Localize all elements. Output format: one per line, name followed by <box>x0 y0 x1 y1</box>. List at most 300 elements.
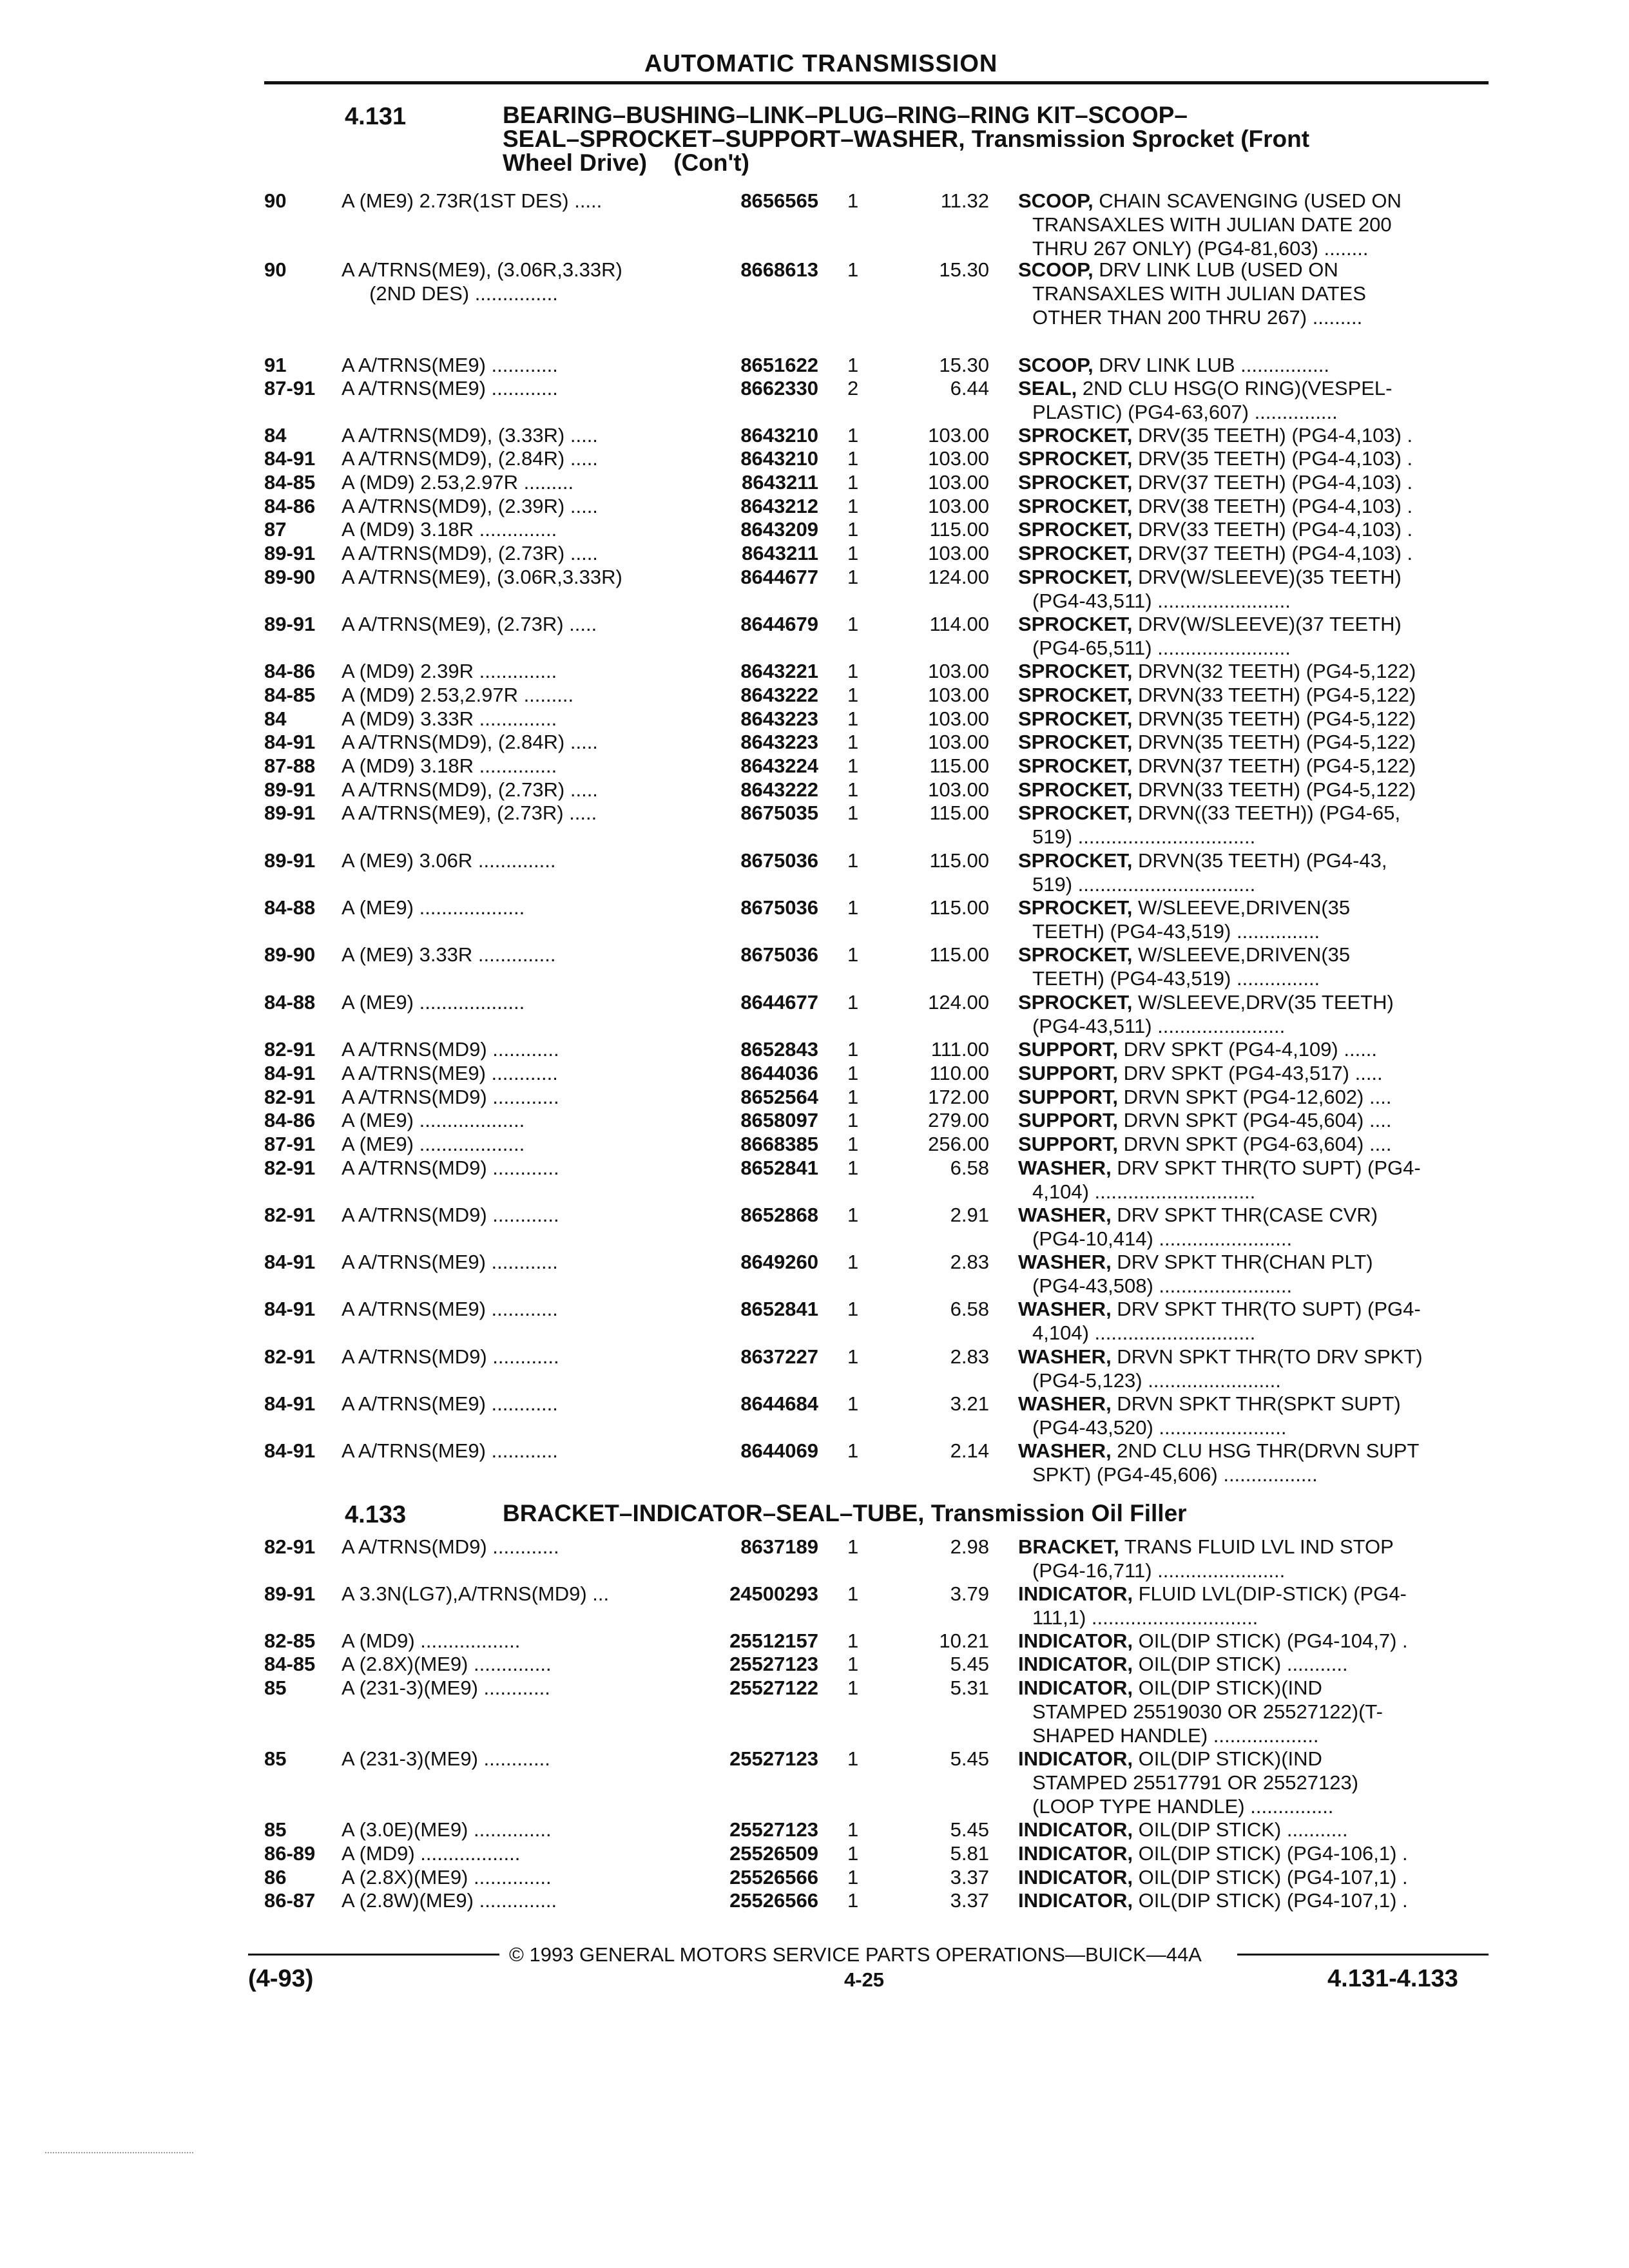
part-number: 8643210 <box>740 424 818 447</box>
quantity: 1 <box>847 613 859 635</box>
section-title-4-133: BRACKET–INDICATOR–SEAL–TUBE, Transmission Oil Filler <box>503 1500 1187 1526</box>
description-line: INDICATOR, OIL(DIP STICK) (PG4-107,1) . <box>1018 1889 1408 1912</box>
description-line: SEAL, 2ND CLU HSG(O RING)(VESPEL- <box>1018 377 1393 399</box>
price: 103.00 <box>928 424 989 447</box>
application: A 3.3N(LG7),A/TRNS(MD9) ... <box>342 1582 610 1605</box>
description-line: WASHER, DRV SPKT THR(TO SUPT) (PG4- <box>1018 1157 1421 1179</box>
footer-rule-right <box>1237 1954 1489 1956</box>
price: 256.00 <box>928 1133 989 1155</box>
application: A (ME9) ................... <box>342 1133 525 1155</box>
description <box>1018 1132 1489 1156</box>
part-number: 8675036 <box>740 849 818 872</box>
description <box>1018 1841 1489 1865</box>
application: A (2.8X)(ME9) .............. <box>342 1866 552 1888</box>
description <box>1018 683 1489 707</box>
model-year: 84-86 <box>264 1109 316 1131</box>
price: 5.45 <box>950 1747 989 1770</box>
model-year: 87-91 <box>264 377 316 399</box>
application: A (MD9) .................. <box>342 1629 521 1652</box>
application: A A/TRNS(ME9) ............ <box>342 1392 558 1415</box>
model-year: 86-89 <box>264 1842 316 1865</box>
quantity: 1 <box>847 1298 859 1320</box>
description <box>1018 376 1489 424</box>
part-number: 25526566 <box>729 1889 818 1912</box>
part-number: 8643209 <box>740 518 818 541</box>
part-number: 8643224 <box>740 754 818 777</box>
price: 6.58 <box>950 1298 989 1320</box>
application: A A/TRNS(ME9), (3.06R,3.33R) <box>342 566 622 588</box>
description <box>1018 189 1489 260</box>
description-line: (LOOP TYPE HANDLE) ............... <box>1032 1795 1334 1818</box>
description-line: SPROCKET, DRVN(35 TEETH) (PG4-43, <box>1018 849 1387 872</box>
application: A (ME9) ................... <box>342 991 525 1014</box>
application: A A/TRNS(MD9), (2.84R) ..... <box>342 731 598 753</box>
quantity: 1 <box>847 1251 859 1273</box>
application: A (MD9) 2.53,2.97R ......... <box>342 684 574 706</box>
application: A (MD9) 3.18R .............. <box>342 754 557 777</box>
quantity: 1 <box>847 566 859 588</box>
application: A A/TRNS(ME9), (2.73R) ..... <box>342 613 597 635</box>
description-line: STAMPED 25519030 OR 25527122)(T- <box>1032 1700 1383 1723</box>
section-title-line: BEARING–BUSHING–LINK–PLUG–RING–RING KIT–SCOOP– <box>503 102 1188 128</box>
description-line: BRACKET, TRANS FLUID LVL IND STOP <box>1018 1535 1394 1558</box>
part-number: 25526566 <box>729 1866 818 1888</box>
part-number: 8658097 <box>740 1109 818 1131</box>
application: A A/TRNS(MD9) ............ <box>342 1086 559 1108</box>
description-line: STAMPED 25517791 OR 25527123) <box>1032 1771 1359 1794</box>
part-number: 8643222 <box>740 778 818 801</box>
price: 115.00 <box>929 943 989 966</box>
quantity: 1 <box>847 1109 859 1131</box>
part-number: 8651622 <box>740 354 818 376</box>
description <box>1018 1535 1489 1582</box>
description-line: INDICATOR, OIL(DIP STICK)(IND <box>1018 1677 1322 1699</box>
description-line: INDICATOR, OIL(DIP STICK) (PG4-107,1) . <box>1018 1866 1408 1888</box>
description <box>1018 1156 1489 1204</box>
quantity: 1 <box>847 684 859 706</box>
price: 6.44 <box>950 377 989 399</box>
description-line: (PG4-43,511) ........................ <box>1032 590 1291 612</box>
quantity: 1 <box>847 471 859 494</box>
model-year: 84 <box>264 424 287 447</box>
price: 3.37 <box>950 1889 989 1912</box>
description <box>1018 258 1489 329</box>
description <box>1018 494 1489 518</box>
description-line: SPROCKET, DRV(35 TEETH) (PG4-4,103) . <box>1018 447 1413 470</box>
application: A A/TRNS(ME9) ............ <box>342 1439 558 1462</box>
quantity: 1 <box>847 1133 859 1155</box>
description-line: TRANSAXLES WITH JULIAN DATE 200 <box>1032 213 1392 236</box>
part-number: 8643210 <box>740 447 818 470</box>
description <box>1018 659 1489 683</box>
application: A (MD9) 3.18R .............. <box>342 518 557 541</box>
description-line: SPROCKET, W/SLEEVE,DRV(35 TEETH) <box>1018 991 1394 1014</box>
application: A A/TRNS(MD9) ............ <box>342 1204 559 1226</box>
model-year: 87-88 <box>264 754 316 777</box>
price: 172.00 <box>928 1086 989 1108</box>
description-line: INDICATOR, OIL(DIP STICK) (PG4-106,1) . <box>1018 1842 1408 1865</box>
application: A A/TRNS(MD9) ............ <box>342 1157 559 1179</box>
application: A A/TRNS(MD9), (2.73R) ..... <box>342 542 598 564</box>
model-year: 90 <box>264 189 287 212</box>
description-line: SUPPORT, DRVN SPKT (PG4-12,602) .... <box>1018 1086 1392 1108</box>
quantity: 1 <box>847 731 859 753</box>
quantity: 1 <box>847 991 859 1014</box>
description <box>1018 1037 1489 1061</box>
description-line: SPROCKET, W/SLEEVE,DRIVEN(35 <box>1018 943 1351 966</box>
part-number: 8643211 <box>742 471 818 494</box>
model-year: 82-91 <box>264 1038 316 1061</box>
price: 114.00 <box>929 613 989 635</box>
quantity: 2 <box>847 377 859 399</box>
model-year: 91 <box>264 354 287 376</box>
price: 3.79 <box>950 1582 989 1605</box>
description <box>1018 517 1489 541</box>
description <box>1018 1888 1489 1912</box>
quantity: 1 <box>847 1842 859 1865</box>
description-line: INDICATOR, OIL(DIP STICK)(IND <box>1018 1747 1322 1770</box>
price: 103.00 <box>928 684 989 706</box>
header-rule <box>264 81 1489 84</box>
description <box>1018 778 1489 802</box>
price: 115.00 <box>929 754 989 777</box>
description <box>1018 1061 1489 1085</box>
part-number: 25527122 <box>729 1677 818 1699</box>
application: A A/TRNS(MD9) ............ <box>342 1038 559 1061</box>
description-line: INDICATOR, FLUID LVL(DIP-STICK) (PG4- <box>1018 1582 1407 1605</box>
price: 2.83 <box>950 1251 989 1273</box>
part-number: 8662330 <box>740 377 818 399</box>
model-year: 84-86 <box>264 660 316 682</box>
description-line: TRANSAXLES WITH JULIAN DATES <box>1032 282 1366 305</box>
quantity: 1 <box>847 1062 859 1084</box>
application: A A/TRNS(MD9), (3.33R) ..... <box>342 424 598 447</box>
price: 3.21 <box>950 1392 989 1415</box>
model-year: 89-91 <box>264 849 316 872</box>
part-number: 8643221 <box>740 660 818 682</box>
description-line: SCOOP, DRV LINK LUB ................ <box>1018 354 1329 376</box>
part-number: 25527123 <box>729 1653 818 1675</box>
application: A (MD9) 2.53,2.97R ......... <box>342 471 574 494</box>
application: A (ME9) 2.73R(1ST DES) ..... <box>342 189 602 212</box>
model-year: 82-91 <box>264 1345 316 1368</box>
application: A (ME9) ................... <box>342 896 525 919</box>
description-line: PLASTIC) (PG4-63,607) ............... <box>1032 401 1338 423</box>
quantity: 1 <box>847 447 859 470</box>
part-number: 8644679 <box>740 613 818 635</box>
quantity: 1 <box>847 1086 859 1108</box>
description-line: 111,1) .............................. <box>1032 1606 1258 1629</box>
description <box>1018 1676 1489 1747</box>
description-line: WASHER, 2ND CLU HSG THR(DRVN SUPT <box>1018 1439 1420 1462</box>
price: 2.98 <box>950 1535 989 1558</box>
application: A A/TRNS(ME9), (3.06R,3.33R) (2ND DES) ............... <box>342 258 622 305</box>
model-year: 82-85 <box>264 1629 316 1652</box>
description-line: WASHER, DRV SPKT THR(TO SUPT) (PG4- <box>1018 1298 1421 1320</box>
price: 115.00 <box>929 849 989 872</box>
description <box>1018 1439 1489 1486</box>
description <box>1018 943 1489 990</box>
model-year: 84-85 <box>264 471 316 494</box>
footer-copyright: © 1993 GENERAL MOTORS SERVICE PARTS OPERATIONS—BUICK—44A <box>509 1943 1202 1966</box>
description <box>1018 754 1489 778</box>
footer-page-number: 4-25 <box>844 1968 885 1991</box>
quantity: 1 <box>847 1157 859 1179</box>
description-line: SPROCKET, DRVN(35 TEETH) (PG4-5,122) <box>1018 731 1416 753</box>
quantity: 1 <box>847 1345 859 1368</box>
description-line: INDICATOR, OIL(DIP STICK) ........... <box>1018 1653 1348 1675</box>
description <box>1018 1629 1489 1653</box>
part-number: 8652564 <box>740 1086 818 1108</box>
quantity: 1 <box>847 1392 859 1415</box>
price: 103.00 <box>928 447 989 470</box>
description-line: SUPPORT, DRV SPKT (PG4-43,517) ..... <box>1018 1062 1383 1084</box>
model-year: 89-91 <box>264 802 316 824</box>
description-line: OTHER THAN 200 THRU 267) ......... <box>1032 306 1363 329</box>
description-line: (PG4-5,123) ........................ <box>1032 1369 1281 1392</box>
part-number: 8644677 <box>740 566 818 588</box>
application: A A/TRNS(MD9), (2.73R) ..... <box>342 778 598 801</box>
description <box>1018 801 1489 849</box>
model-year: 89-91 <box>264 613 316 635</box>
model-year: 89-90 <box>264 943 316 966</box>
model-year: 84-91 <box>264 731 316 753</box>
model-year: 86 <box>264 1866 287 1888</box>
quantity: 1 <box>847 1038 859 1061</box>
price: 115.00 <box>929 896 989 919</box>
description <box>1018 423 1489 447</box>
price: 5.81 <box>950 1842 989 1865</box>
price: 15.30 <box>939 258 989 281</box>
description-line: SPROCKET, DRVN(33 TEETH) (PG4-5,122) <box>1018 778 1416 801</box>
application: A (ME9) ................... <box>342 1109 525 1131</box>
part-number: 8637227 <box>740 1345 818 1368</box>
description <box>1018 730 1489 754</box>
quantity: 1 <box>847 1582 859 1605</box>
price: 279.00 <box>928 1109 989 1131</box>
part-number: 8644069 <box>740 1439 818 1462</box>
description-line: (PG4-43,520) ....................... <box>1032 1416 1287 1439</box>
part-number: 8637189 <box>740 1535 818 1558</box>
description-line: (PG4-43,508) ........................ <box>1032 1274 1293 1297</box>
part-number: 8675036 <box>740 896 818 919</box>
footer-date: (4-93) <box>248 1965 314 1992</box>
price: 110.00 <box>929 1062 989 1084</box>
price: 6.58 <box>950 1157 989 1179</box>
quantity: 1 <box>847 189 859 212</box>
model-year: 84-91 <box>264 1251 316 1273</box>
price: 5.31 <box>950 1677 989 1699</box>
quantity: 1 <box>847 943 859 966</box>
description-line: SPROCKET, W/SLEEVE,DRIVEN(35 <box>1018 896 1351 919</box>
price: 11.32 <box>940 189 989 212</box>
model-year: 89-91 <box>264 778 316 801</box>
price: 3.37 <box>950 1866 989 1888</box>
description-line: SPROCKET, DRV(35 TEETH) (PG4-4,103) . <box>1018 424 1413 447</box>
description <box>1018 612 1489 660</box>
quantity: 1 <box>847 1818 859 1841</box>
description-line: 519) ................................ <box>1032 873 1256 896</box>
part-number: 8649260 <box>740 1251 818 1273</box>
description <box>1018 565 1489 613</box>
section-number-4-133: 4.133 <box>345 1501 407 1528</box>
application: A (ME9) 3.06R .............. <box>342 849 556 872</box>
quantity: 1 <box>847 849 859 872</box>
model-year: 82-91 <box>264 1204 316 1226</box>
description-line: SPKT) (PG4-45,606) ................. <box>1032 1463 1318 1486</box>
quantity: 1 <box>847 707 859 730</box>
description-line: SCOOP, DRV LINK LUB (USED ON <box>1018 258 1338 281</box>
quantity: 1 <box>847 1747 859 1770</box>
description-line: WASHER, DRV SPKT THR(CHAN PLT) <box>1018 1251 1373 1273</box>
page-header-title: AUTOMATIC TRANSMISSION <box>644 50 998 77</box>
model-year: 84-91 <box>264 1392 316 1415</box>
quantity: 1 <box>847 1629 859 1652</box>
part-number: 8656565 <box>740 189 818 212</box>
description <box>1018 1203 1489 1251</box>
price: 115.00 <box>929 518 989 541</box>
quantity: 1 <box>847 354 859 376</box>
application: A A/TRNS(MD9), (2.84R) ..... <box>342 447 598 470</box>
application: A A/TRNS(ME9) ............ <box>342 377 558 399</box>
price: 124.00 <box>928 991 989 1014</box>
model-year: 84 <box>264 707 287 730</box>
description-line: WASHER, DRV SPKT THR(CASE CVR) <box>1018 1204 1378 1226</box>
application: A (MD9) 3.33R .............. <box>342 707 557 730</box>
description <box>1018 1652 1489 1676</box>
quantity: 1 <box>847 1204 859 1226</box>
price: 103.00 <box>928 495 989 517</box>
model-year: 84-91 <box>264 1439 316 1462</box>
description <box>1018 541 1489 565</box>
application: A A/TRNS(ME9) ............ <box>342 354 558 376</box>
description-line: SHAPED HANDLE) ................... <box>1032 1724 1319 1747</box>
description <box>1018 1345 1489 1392</box>
model-year: 82-91 <box>264 1086 316 1108</box>
model-year: 82-91 <box>264 1535 316 1558</box>
model-year: 89-90 <box>264 566 316 588</box>
application: A A/TRNS(ME9), (2.73R) ..... <box>342 802 597 824</box>
model-year: 90 <box>264 258 287 281</box>
description-line: 519) ................................ <box>1032 825 1256 848</box>
application: A (3.0E)(ME9) .............. <box>342 1818 552 1841</box>
section-title-line: SEAL–SPROCKET–SUPPORT–WASHER, Transmission Sprocket (Front <box>503 126 1310 152</box>
description <box>1018 470 1489 494</box>
description-line: SUPPORT, DRV SPKT (PG4-4,109) ...... <box>1018 1038 1378 1061</box>
section-title-line: Wheel Drive) (Con't) <box>503 149 749 176</box>
part-number: 8644036 <box>740 1062 818 1084</box>
description <box>1018 1297 1489 1345</box>
description-line: SPROCKET, DRVN(32 TEETH) (PG4-5,122) <box>1018 660 1416 682</box>
description-line: (PG4-16,711) ....................... <box>1032 1559 1286 1582</box>
quantity: 1 <box>847 896 859 919</box>
quantity: 1 <box>847 1653 859 1675</box>
price: 103.00 <box>928 542 989 564</box>
quantity: 1 <box>847 495 859 517</box>
model-year: 84-91 <box>264 447 316 470</box>
scan-speck <box>45 2152 193 2155</box>
part-number: 24500293 <box>729 1582 818 1605</box>
quantity: 1 <box>847 660 859 682</box>
application: A A/TRNS(ME9) ............ <box>342 1062 558 1084</box>
application: A (MD9) .................. <box>342 1842 521 1865</box>
quantity: 1 <box>847 258 859 281</box>
section-title-4-131 <box>503 103 1309 175</box>
description <box>1018 1865 1489 1889</box>
model-year: 84-88 <box>264 896 316 919</box>
description <box>1018 707 1489 731</box>
description-line: SUPPORT, DRVN SPKT (PG4-45,604) .... <box>1018 1109 1392 1131</box>
description-line: SPROCKET, DRVN((33 TEETH)) (PG4-65, <box>1018 802 1401 824</box>
model-year: 87-91 <box>264 1133 316 1155</box>
description-line: SPROCKET, DRV(W/SLEEVE)(37 TEETH) <box>1018 613 1402 635</box>
part-number: 25527123 <box>729 1818 818 1841</box>
quantity: 1 <box>847 518 859 541</box>
description-line: INDICATOR, OIL(DIP STICK) (PG4-104,7) . <box>1018 1629 1408 1652</box>
footer-section-range: 4.131-4.133 <box>1327 1965 1458 1992</box>
quantity: 1 <box>847 778 859 801</box>
description-line: SPROCKET, DRV(33 TEETH) (PG4-4,103) . <box>1018 518 1413 541</box>
price: 2.14 <box>950 1439 989 1462</box>
application: A A/TRNS(MD9), (2.39R) ..... <box>342 495 598 517</box>
model-year: 84-85 <box>264 684 316 706</box>
application: A (2.8W)(ME9) .............. <box>342 1889 557 1912</box>
quantity: 1 <box>847 802 859 824</box>
application: A (MD9) 2.39R .............. <box>342 660 557 682</box>
description <box>1018 1392 1489 1439</box>
model-year: 89-91 <box>264 1582 316 1605</box>
description-line: TEETH) (PG4-43,519) ............... <box>1032 967 1320 990</box>
model-year: 86-87 <box>264 1889 316 1912</box>
price: 5.45 <box>950 1653 989 1675</box>
price: 2.91 <box>950 1204 989 1226</box>
description-line: SPROCKET, DRV(37 TEETH) (PG4-4,103) . <box>1018 471 1413 494</box>
description-line: (PG4-65,511) ........................ <box>1032 637 1291 659</box>
description-line: SPROCKET, DRVN(33 TEETH) (PG4-5,122) <box>1018 684 1416 706</box>
description <box>1018 1818 1489 1841</box>
part-number: 8675036 <box>740 943 818 966</box>
description <box>1018 353 1489 377</box>
description-line: (PG4-10,414) ........................ <box>1032 1227 1293 1250</box>
description-line: (PG4-43,511) ....................... <box>1032 1015 1286 1037</box>
quantity: 1 <box>847 1677 859 1699</box>
description-line: SCOOP, CHAIN SCAVENGING (USED ON <box>1018 189 1402 212</box>
description-line: SPROCKET, DRV(38 TEETH) (PG4-4,103) . <box>1018 495 1413 517</box>
description <box>1018 1085 1489 1109</box>
description-line: SPROCKET, DRVN(35 TEETH) (PG4-5,122) <box>1018 707 1416 730</box>
description <box>1018 1108 1489 1132</box>
part-number: 8675035 <box>740 802 818 824</box>
model-year: 82-91 <box>264 1157 316 1179</box>
model-year: 85 <box>264 1747 287 1770</box>
footer-rule-left <box>248 1954 499 1956</box>
price: 103.00 <box>928 707 989 730</box>
application: A (231-3)(ME9) ............ <box>342 1747 550 1770</box>
quantity: 1 <box>847 542 859 564</box>
model-year: 84-91 <box>264 1298 316 1320</box>
price: 111.00 <box>930 1038 989 1061</box>
model-year: 84-85 <box>264 1653 316 1675</box>
quantity: 1 <box>847 754 859 777</box>
description <box>1018 447 1489 470</box>
price: 10.21 <box>939 1629 989 1652</box>
application: A A/TRNS(ME9) ............ <box>342 1298 558 1320</box>
part-number: 25526509 <box>729 1842 818 1865</box>
description-line: SPROCKET, DRV(37 TEETH) (PG4-4,103) . <box>1018 542 1413 564</box>
application: A A/TRNS(MD9) ............ <box>342 1345 559 1368</box>
price: 103.00 <box>928 660 989 682</box>
application: A A/TRNS(ME9) ............ <box>342 1251 558 1273</box>
